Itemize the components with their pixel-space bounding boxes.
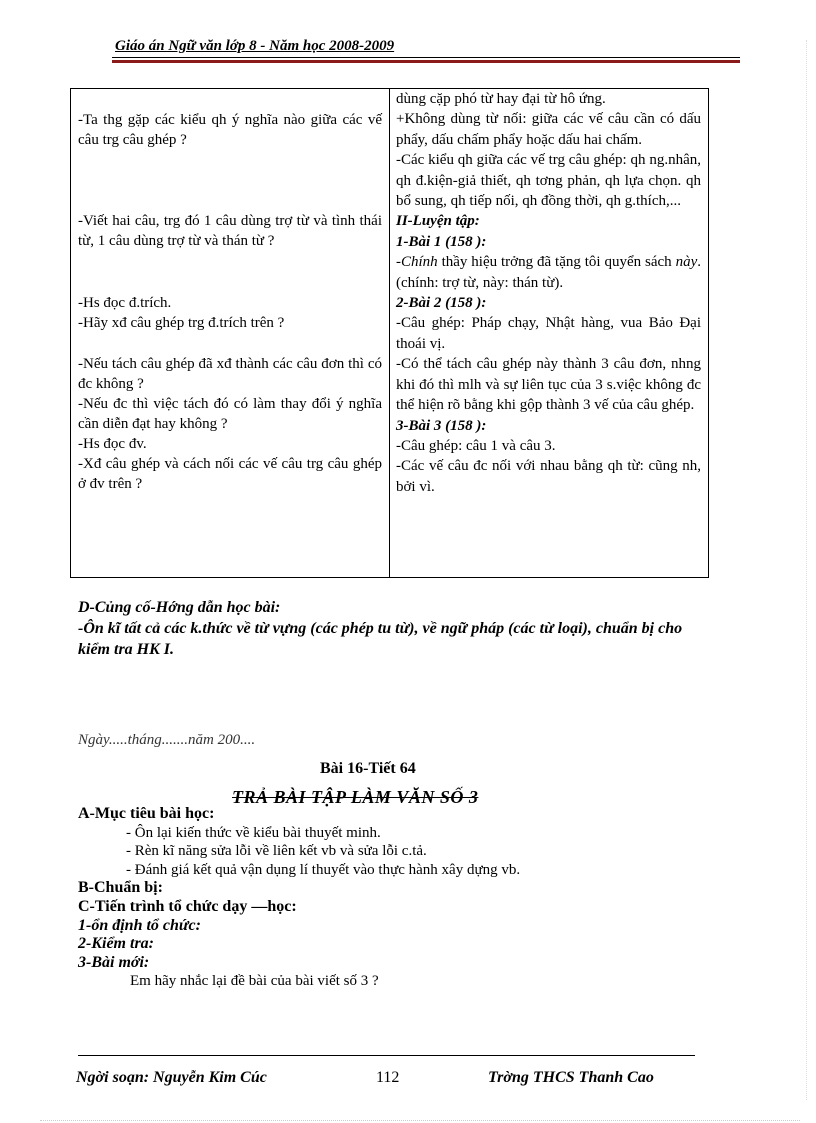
page-edge <box>40 1120 800 1121</box>
teacher-question: -Viết hai câu, trg đó 1 câu dùng trợ từ và tình thái từ, 1 câu dùng trợ từ và thán từ ? <box>78 213 382 249</box>
objective-item: - Đánh giá kết quả vận dụng lí thuyết vào thực hành xây dựng vb. <box>126 861 521 878</box>
lesson-number: Bài 16-Tiết 64 <box>320 760 416 777</box>
document-header: Giáo án Ngữ văn lớp 8 - Năm học 2008-2009 <box>115 38 395 54</box>
exercise-answer: -Câu ghép: câu 1 và câu 3. <box>396 437 556 454</box>
answer-text: +Không dùng từ nối: giữa các vế câu cần có dấu phẩy, dấu chấm phẩy hoặc dấu hai chấm. <box>396 111 701 148</box>
date-line: Ngày.....tháng.......năm 200.... <box>78 732 256 748</box>
footer-author: Ngời soạn: Nguyễn Kim Cúc <box>76 1069 267 1086</box>
preparation-title: B-Chuẩn bị: <box>78 879 163 897</box>
exercise-answer: -Có thể tách câu ghép này thành 3 câu đơn, nhng khi đó thì mlh và sự liên tục của 3 s.việc không đc thể hiện rõ bằng khi gộp thành 3 vế của câu ghép. <box>396 356 701 414</box>
procedure-step: 3-Bài mới: <box>78 953 150 971</box>
procedure-title: C-Tiến trình tổ chức dạy —học: <box>78 897 297 915</box>
lesson-body <box>78 805 738 991</box>
objectives-title: A-Mục tiêu bài học: <box>78 805 215 822</box>
exercise-title: 1-Bài 1 (158 ): <box>396 233 487 250</box>
teacher-question: -Hs đọc đ.trích. -Hãy xđ câu ghép trg đ.trích trên ? <box>78 295 285 331</box>
objective-item: - Ôn lại kiến thức về kiểu bài thuyết minh. <box>126 824 381 841</box>
table-column-divider <box>389 88 390 578</box>
homework-section <box>78 597 718 660</box>
footer-school: Trờng THCS Thanh Cao <box>488 1069 654 1086</box>
procedure-step: 2-Kiểm tra: <box>78 935 154 953</box>
header-rule <box>112 57 740 58</box>
procedure-step: 1-ổn định tổ chức: <box>78 916 201 934</box>
exercise-title: 3-Bài 3 (158 ): <box>396 417 487 434</box>
exercise-title: 2-Bài 2 (158 ): <box>396 295 487 312</box>
section-heading: II-Luyện tập: <box>396 213 480 230</box>
homework-text: -Ôn kĩ tất cả các k.thức về từ vựng (các phép tu từ), về ngữ pháp (các từ loại), chuẩn bị cho kiểm tra HK I. <box>78 620 683 658</box>
objective-item: - Rèn kĩ năng sửa lỗi về liên kết vb và sửa lỗi c.tả. <box>126 843 427 860</box>
answer-text: -Các kiểu qh giữa các vế trg câu ghép: qh ng.nhân, qh đ.kiện-giả thiết, qh tơng phản, qh lựa chọn. qh bổ sung, qh tiếp nối, qh đồng thời, qh g.thích,... <box>396 152 701 210</box>
footer-rule <box>78 1055 695 1056</box>
lesson-title: TRẢ BÀI TẬP LÀM VĂN SỐ 3 <box>232 787 479 807</box>
answer-text: dùng cặp phó từ hay đại từ hô ứng. <box>396 91 606 107</box>
answer-column <box>396 89 701 497</box>
teacher-question: -Ta thg gặp các kiểu qh ý nghĩa nào giữa các vế câu trg câu ghép ? <box>78 112 382 148</box>
procedure-text: Em hãy nhắc lại đề bài của bài viết số 3 ? <box>130 973 379 990</box>
teacher-question: -Nếu tách câu ghép đã xđ thành các câu đơn thì có đc không ? -Nếu đc thì việc tách đó có làm thay đổi ý nghĩa cần diễn đạt hay không ? -Hs đọc đv. -Xđ câu ghép và cách nối các vế câu trg câu ghép ở đv trên ? <box>78 356 382 492</box>
exercise-answer: -Các vế câu đc nối với nhau bằng qh từ: cũng nh, bởi vì. <box>396 458 701 495</box>
homework-title: D-Củng cố-Hớng dẫn học bài: <box>78 599 281 616</box>
page-number: 112 <box>376 1069 400 1086</box>
exercise-answer: -Chính thầy hiệu trởng đã tặng tôi quyển sách này. (chính: trợ từ, này: thán từ). <box>396 254 701 291</box>
page-edge <box>806 40 807 1100</box>
exercise-answer: -Câu ghép: Pháp chạy, Nhật hàng, vua Bảo Đại thoái vị. <box>396 315 701 352</box>
header-rule-accent <box>112 60 740 63</box>
